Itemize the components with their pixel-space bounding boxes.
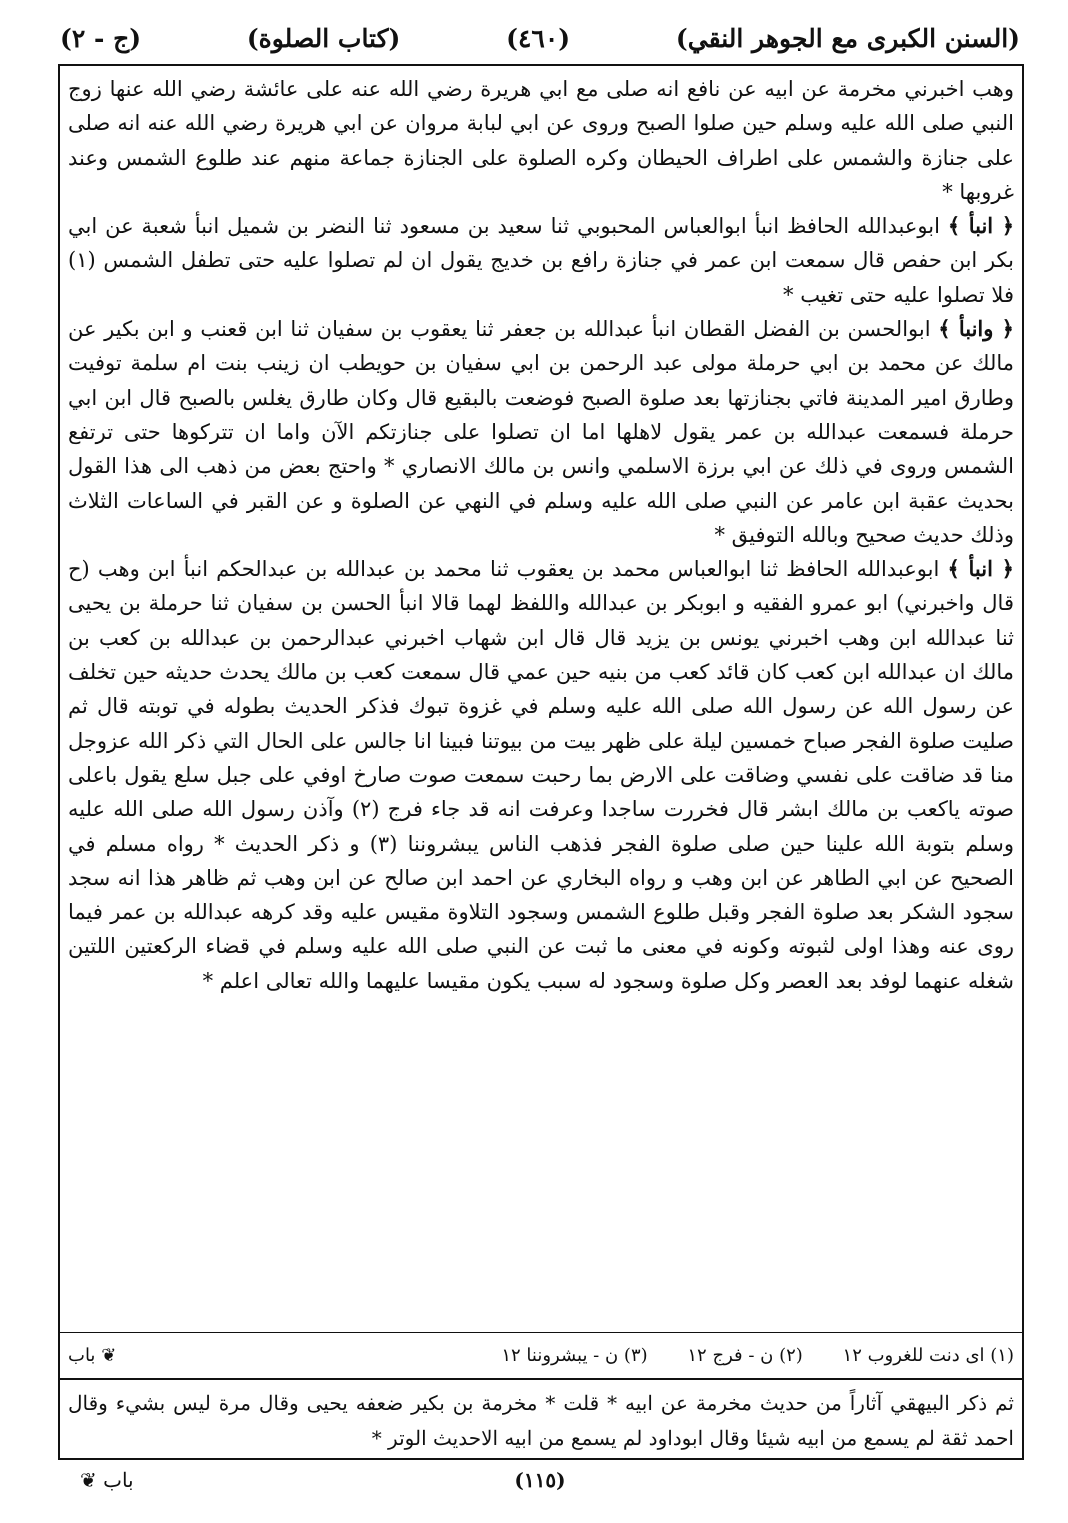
catchword: ❦ باب [80,1468,134,1492]
footnote-catchword: ❦ باب [68,1344,117,1366]
main-text [68,72,1014,1329]
gloss-divider [60,1378,1022,1380]
paragraph [68,209,1014,312]
footnote-3: (٣) ن - يبشروننا ١٢ [501,1344,648,1366]
page-number: (١١٥) [514,1468,566,1492]
paragraph [68,72,1014,209]
volume-number: (ج - ٢) [60,23,142,53]
paragraph-text: ابوعبدالله الحافظ ثنا ابوالعباس محمد بن يعقوب ثنا محمد بن عبدالله بن عبدالحكم انبأ ابن وهب (ح قال واخبرني) ابو عمرو الفقيه و ابوبكر بن عبدالله واللفظ لهما قالا انبأ الحسن بن سفيان ثنا حرملة بن يحيى ثنا عبدالله ابن وهب اخبرني يونس بن يزيد قال قال ابن شهاب اخبرني عبدالرحمن بن عبدالله بن كعب بن مالك ان عبدالله ابن كعب كان قائد كعب من بنيه حين عمي قال سمعت كعب بن مالك يحدث حديثه حين تخلف عن رسول الله عن رسول الله صلى الله عليه وسلم في غزوة تبوك فذكر الحديث بطوله في توبته قال ثم صليت صلوة الفجر صباح خمسين ليلة على ظهر بيت من بيوتنا فبينا انا جالس على الحال التي ذكر الله عزوجل منا قد ضاقت على نفسي وضاقت على الارض بما رحبت سمعت صوت صارخ اوفي على جبل سلع يقول باعلى صوته ياكعب بن مالك ابشر قال فخررت ساجدا وعرفت انه قد جاء فرج (٢) وآذن رسول الله صلى الله عليه وسلم بتوبة الله علينا حين صلى صلوة الفجر فذهب الناس يبشروننا (٣) و ذكر الحديث * رواه مسلم في الصحيح عن ابي الطاهر عن ابن وهب و رواه البخاري عن احمد ابن صالح عن ابن وهب ثم ظاهر هذا انه سجد سجود الشكر بعد صلوة الفجر وقبل طلوع الشمس وسجود التلاوة مقيس عليه وقد كرهه عبدالله بن عمر فيما روى عنه وهذا اولى لثبوته وكونه في معنى ما ثبت عن النبي صلى الله عليه وسلم في قضاء الركعتين اللتين شغله عنهما لوفد بعد العصر وكل صلوة وسجود له سبب يكون مقيسا عليهما والله تعالى اعلم * [68,557,1015,993]
paragraph-marker: ﴿ انبأ ﴾ [947,556,1014,582]
page-frame [58,64,1024,1460]
running-header [60,14,1020,62]
footnote-1: (١) اى دنت للغروب ١٢ [842,1344,1014,1366]
footnote-divider [60,1332,1022,1333]
ornament-icon: ❦ [80,1468,97,1492]
paragraph [68,312,1014,552]
footnotes [68,1338,1014,1372]
page-footer [60,1468,1020,1508]
chapter-title: (كتاب الصلوة) [246,23,401,53]
paragraph-text: ابوعبدالله الحافظ انبأ ابوالعباس المحبوبي ثنا سعيد بن مسعود ثنا النضر بن شميل انبأ شعبة عن ابي بكر ابن حفص قال سمعت ابن عمر في جنازة رافع بن خديج يقول ان لم تصلوا عليه حتى تطفل الشمس (١) فلا تصلوا عليه حتى تغيب * [68,214,1014,307]
footnote-2: (٢) ن - فرج ١٢ [687,1344,803,1366]
paragraph-marker: ﴿ انبأ ﴾ [947,213,1014,239]
book-title: (السنن الكبرى مع الجوهر النقي) [675,23,1020,53]
ornament-icon: ❦ [101,1344,117,1366]
header-page-number: (٤٦٠) [506,23,571,53]
paragraph-text: وهب اخبرني مخرمة عن ابيه عن نافع انه صلى مع ابي هريرة رضي الله عنه على عائشة رضي الله عنها زوج النبي صلى الله عليه وسلم حين صلوا الصبح وروى عن ابي لبابة مروان عن ابي هريرة رضي الله عنه انه صلى على جنازة والشمس على اطراف الحيطان وكره الصلوة على الجنازة جماعة منهم عند طلوع الشمس وعند غروبها * [68,77,1014,204]
paragraph-marker: ﴿ وانبأ ﴾ [938,316,1014,342]
paragraph-text: ابوالحسن بن الفضل القطان انبأ عبدالله بن جعفر ثنا يعقوب بن سفيان ثنا ابن قعنب و ابن بكير عن مالك عن محمد بن ابي حرملة مولى عبد الرحمن بن ابي سفيان بن حويطب ان زينب بنت ام سلمة توفيت وطارق امير المدينة فاتي بجنازتها بعد صلوة الصبح فوضعت بالبقيع قال وكان طارق يغلس بالصبح قال ابن ابي حرملة فسمعت عبدالله بن عمر يقول لاهلها اما ان تصلوا على جنازتكم الآن واما ان تتركوها حتى ترتفع الشمس وروى في ذلك عن ابي برزة الاسلمي وانس بن مالك الانصاري * واحتج بعض من ذهب الى هذا القول بحديث عقبة ابن عامر عن النبي صلى الله عليه وسلم في النهي عن الصلوة و عن القبر في الساعات الثلاث وذلك حديث صحيح وبالله التوفيق * [68,317,1015,547]
gloss-text: ثم ذكر البيهقي آثاراً من حديث مخرمة عن ابيه * قلت * مخرمة بن بكير ضعفه يحيى وقال مرة ليس بشيء وقال احمد ثقة لم يسمع من ابيه شيئا وقال ابوداود لم يسمع من ابيه الاحديث الوتر * [68,1391,1015,1450]
paragraph [68,552,1014,998]
footnote-list [467,1345,1014,1366]
